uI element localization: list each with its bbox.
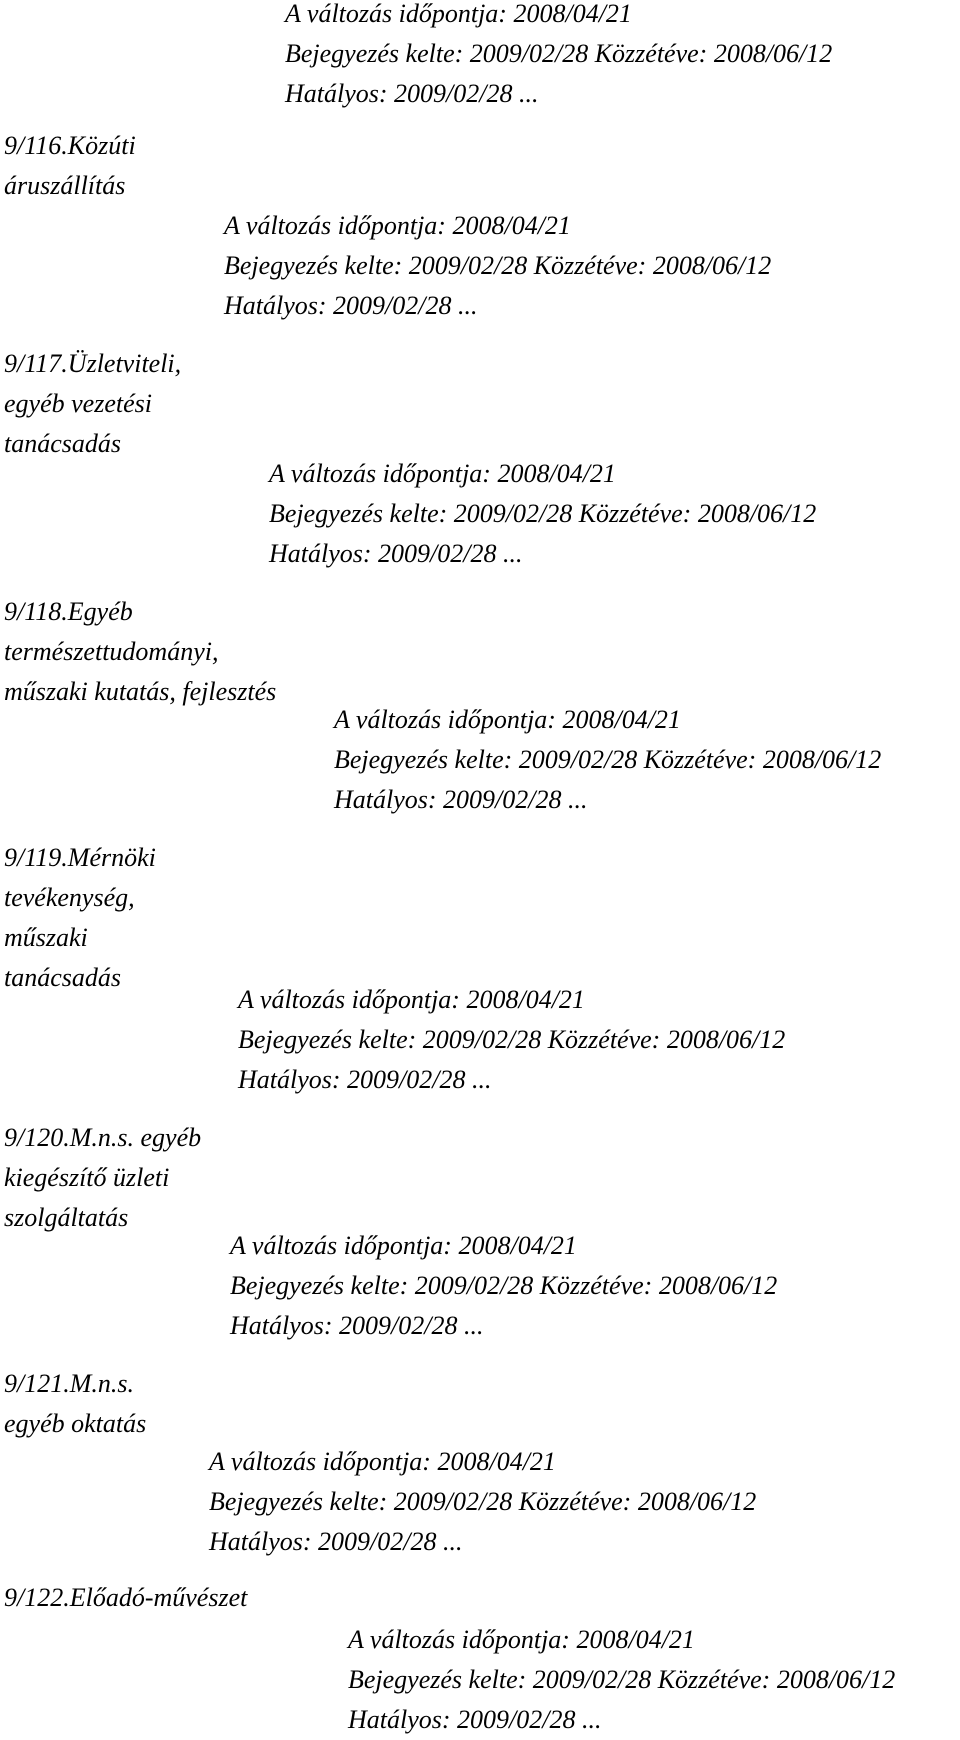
entry-label [4,838,156,998]
effective-date: Hatályos: 2009/02/28 ... [224,291,478,320]
entry-label-line: műszaki [4,923,88,952]
change-date: A változás időpontja: 2008/04/21 [269,459,616,488]
entry-label-line: 9/122.Előadó-művészet [4,1583,248,1612]
entry-label-line: 9/117.Üzletviteli, [4,349,182,378]
entry-label-line: egyéb vezetési [4,389,152,418]
entry-label-line: szolgáltatás [4,1203,129,1232]
change-date: A változás időpontja: 2008/04/21 [348,1625,695,1654]
entry-label-line: áruszállítás [4,171,126,200]
effective-date: Hatályos: 2009/02/28 ... [209,1527,463,1556]
change-date: A változás időpontja: 2008/04/21 [224,211,571,240]
effective-date: Hatályos: 2009/02/28 ... [230,1311,484,1340]
entry-label [4,344,181,464]
entry-label [4,1578,247,1618]
change-date: A változás időpontja: 2008/04/21 [334,705,681,734]
entry-date: Bejegyezés kelte: 2009/02/28 Közzétéve: 2008/06/12 [269,499,817,528]
entry-label-line: tevékenység, [4,883,135,912]
entry-label-line: 9/121.M.n.s. [4,1369,134,1398]
effective-date: Hatályos: 2009/02/28 ... [269,539,523,568]
change-date: A változás időpontja: 2008/04/21 [285,0,632,28]
entry-label-line: tanácsadás [4,963,121,992]
entry-label-line: tanácsadás [4,429,121,458]
entry-date: Bejegyezés kelte: 2009/02/28 Közzétéve: 2008/06/12 [334,745,882,774]
entry-label-line: kiegészítő üzleti [4,1163,170,1192]
entry-label-line: 9/120.M.n.s. egyéb [4,1123,202,1152]
entry-label-line: 9/116.Közúti [4,131,136,160]
effective-date: Hatályos: 2009/02/28 ... [334,785,588,814]
entry-date: Bejegyezés kelte: 2009/02/28 Közzétéve: 2008/06/12 [209,1487,757,1516]
entry-label [4,126,136,206]
entry-label [4,592,276,712]
entry-date: Bejegyezés kelte: 2009/02/28 Közzétéve: 2008/06/12 [348,1665,896,1694]
entry-date: Bejegyezés kelte: 2009/02/28 Közzétéve: 2008/06/12 [224,251,772,280]
effective-date: Hatályos: 2009/02/28 ... [285,79,539,108]
change-date: A változás időpontja: 2008/04/21 [230,1231,577,1260]
entry-date: Bejegyezés kelte: 2009/02/28 Közzétéve: 2008/06/12 [285,39,833,68]
entry-label-line: 9/119.Mérnöki [4,843,156,872]
entry-label [4,1364,146,1444]
entry-label-line: műszaki kutatás, fejlesztés [4,677,277,706]
entry-label [4,1118,201,1238]
entry-label-line: 9/118.Egyéb [4,597,133,626]
effective-date: Hatályos: 2009/02/28 ... [348,1705,602,1734]
entry-label-line: egyéb oktatás [4,1409,147,1438]
effective-date: Hatályos: 2009/02/28 ... [238,1065,492,1094]
change-date: A változás időpontja: 2008/04/21 [238,985,585,1014]
entry-date: Bejegyezés kelte: 2009/02/28 Közzétéve: 2008/06/12 [238,1025,786,1054]
change-date: A változás időpontja: 2008/04/21 [209,1447,556,1476]
entry-label-line: természettudományi, [4,637,219,666]
entry-date: Bejegyezés kelte: 2009/02/28 Közzétéve: 2008/06/12 [230,1271,778,1300]
